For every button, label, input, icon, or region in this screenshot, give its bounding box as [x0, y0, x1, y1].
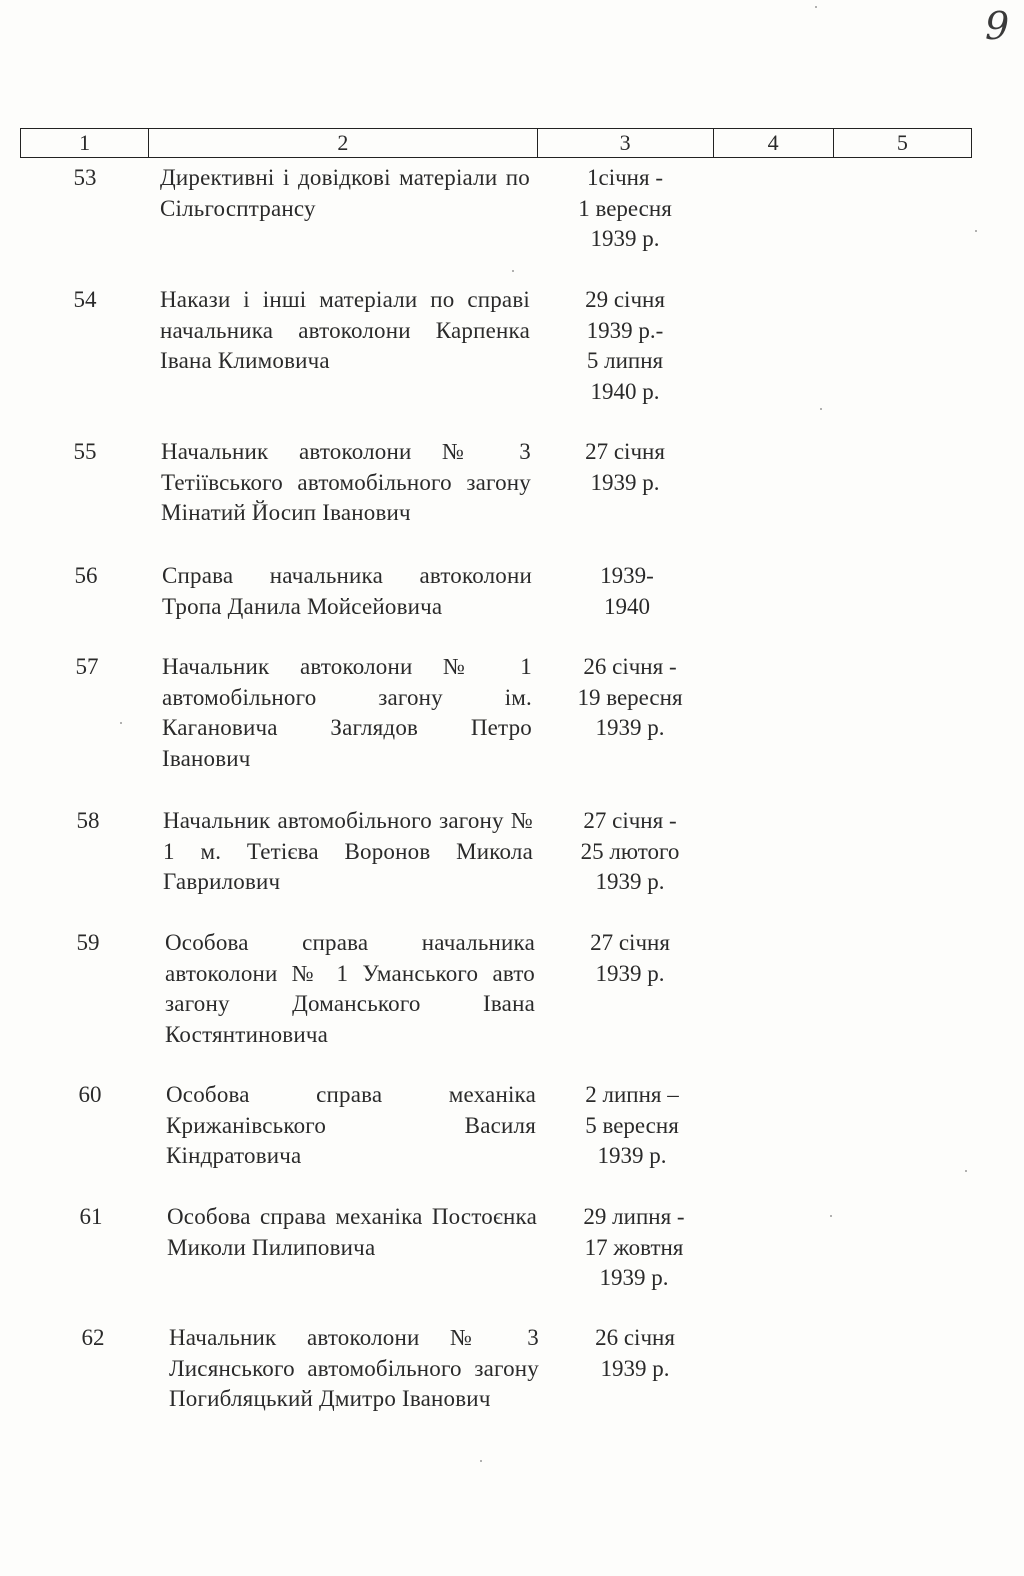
- entry-dates: [552, 561, 702, 622]
- header-col-5: 5: [833, 129, 971, 158]
- entry-description: Накази і інші матеріали по справі начальника автоколони Карпенка Івана Климовича: [160, 287, 530, 373]
- header-col-2: 2: [149, 129, 537, 158]
- header-col-3: 3: [537, 129, 713, 158]
- entry-date-line: 25 лютого: [580, 838, 680, 864]
- entry-description: Начальник автоколони № 3 Тетіївського автомобільного загону Мінатий Йосип Іванович: [161, 439, 531, 525]
- scan-speck: [480, 1460, 482, 1462]
- entry-date-line: 29 липня -: [583, 1204, 685, 1229]
- header-col-4: 4: [713, 129, 833, 158]
- entry-date-line: 5 липня: [586, 348, 664, 373]
- entry-dates: [550, 285, 700, 407]
- entry-date-line: 19 вересня: [577, 684, 683, 710]
- header-row: [21, 129, 972, 158]
- entry-dates: [555, 652, 705, 744]
- entry-description: Начальник автоколони № 1 автомобільного загону ім. Кагановича Заглядов Петро Іванович: [162, 654, 532, 771]
- entry-date-line: 29 січня: [585, 287, 665, 312]
- scan-speck: [975, 230, 977, 232]
- entry-date-line: 1939 р.: [597, 1143, 667, 1168]
- entry-dates: [550, 437, 700, 498]
- entry-date-line: 1939 р.: [595, 960, 665, 986]
- entry-dates: [555, 806, 705, 898]
- scan-speck: [815, 6, 817, 8]
- entry-dates: [555, 928, 705, 989]
- entry-number: 54: [73, 287, 97, 312]
- entry-date-line: 1 вересня: [578, 195, 672, 221]
- scan-speck: [120, 722, 122, 724]
- entry-number: 55: [73, 439, 97, 464]
- entry-date-line: 1січня -: [587, 165, 663, 190]
- entry-date-line: 1939 р.-: [586, 317, 664, 343]
- entry-date-line: 27 січня -: [583, 808, 677, 833]
- entry-number: 53: [73, 165, 97, 190]
- entry-date-line: 5 вересня: [585, 1112, 679, 1138]
- entry-description: Особова справа начальника автоколони № 1 Уманського авто загону Доманського Івана Костянтиновича: [165, 930, 535, 1047]
- header-col-1: 1: [21, 129, 149, 158]
- entry-description: Директивні і довідкові матеріали по Сільгосптрансу: [160, 165, 530, 221]
- entry-date-line: 26 січня -: [583, 654, 677, 679]
- entry-number: 58: [76, 808, 100, 833]
- entry-date-line: 27 січня: [585, 439, 665, 464]
- entry-date-line: 1939 р.: [600, 1355, 670, 1381]
- entry-dates: [559, 1202, 709, 1294]
- entry-date-line: 1939 р.: [599, 1265, 669, 1290]
- entry-description: Начальник автомобільного загону № 1 м. Тетієва Воронов Микола Гаврилович: [163, 808, 533, 894]
- entry-number: 59: [76, 930, 100, 955]
- entry-dates: [550, 163, 700, 255]
- entry-date-line: 1940: [604, 593, 650, 619]
- entry-number: 62: [81, 1325, 105, 1350]
- entry-date-line: 27 січня: [590, 930, 670, 955]
- entry-date-line: 17 жовтня: [584, 1234, 684, 1260]
- entry-date-line: 1939 р.: [595, 869, 665, 894]
- scan-speck: [512, 270, 514, 272]
- entry-dates: [560, 1323, 710, 1384]
- scan-speck: [820, 408, 822, 410]
- page-number: 9: [985, 4, 1010, 48]
- entry-date-line: 1939 р.: [595, 715, 665, 740]
- entry-description: Особова справа механіка Постоєнка Миколи Пилиповича: [167, 1204, 537, 1260]
- entry-date-line: 1940 р.: [590, 378, 660, 404]
- entry-dates: [557, 1080, 707, 1172]
- entry-date-line: 2 липня –: [585, 1082, 679, 1107]
- entry-number: 61: [79, 1204, 103, 1229]
- column-header-table: [20, 128, 972, 158]
- entry-description: Особова справа механіка Крижанівського Василя Кіндратовича: [166, 1082, 536, 1168]
- entry-description: Начальник автоколони № 3 Лисянського автомобільного загону Погибляцький Дмитро Іванович: [169, 1325, 539, 1411]
- entry-date-line: 1939-: [600, 563, 654, 588]
- scan-speck: [965, 1170, 967, 1172]
- entry-date-line: 1939 р.: [590, 469, 660, 495]
- entry-number: 56: [74, 563, 98, 588]
- entry-number: 57: [75, 654, 99, 679]
- entry-number: 60: [78, 1082, 102, 1107]
- entry-description: Справа начальника автоколони Тропа Данила Мойсейовича: [162, 563, 532, 619]
- entry-date-line: 26 січня: [595, 1325, 675, 1350]
- entry-date-line: 1939 р.: [590, 226, 660, 251]
- scan-speck: [830, 1215, 832, 1217]
